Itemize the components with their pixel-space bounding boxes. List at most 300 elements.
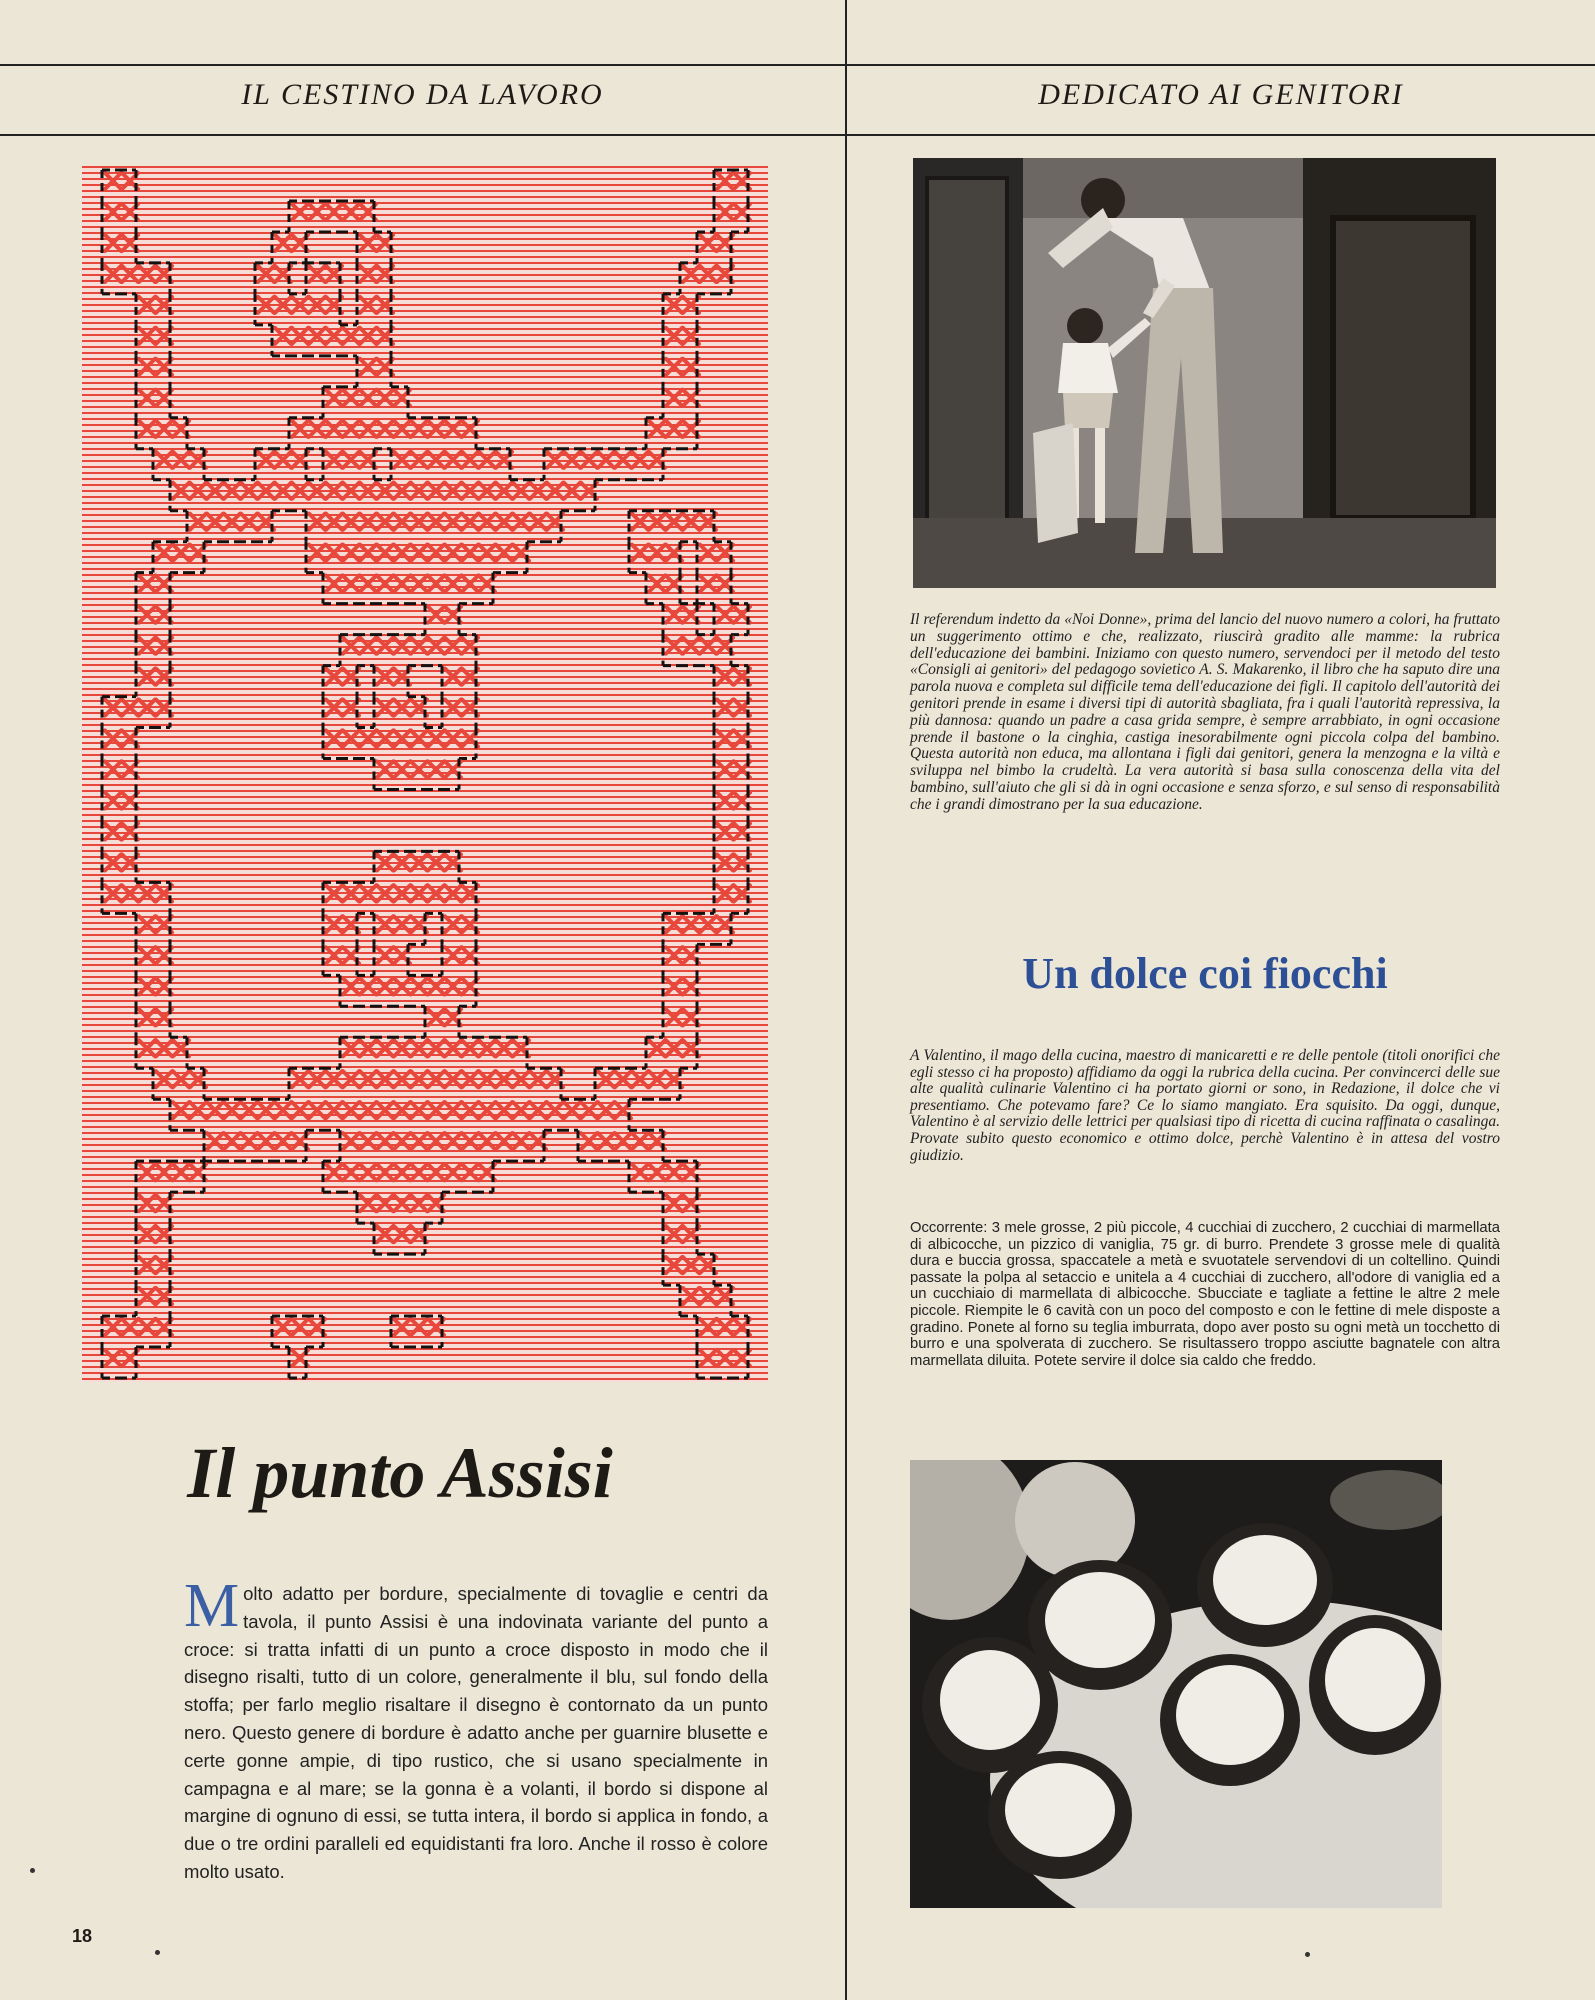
cross-stitch bbox=[156, 421, 172, 437]
cross-stitch bbox=[204, 480, 223, 499]
cross-stitch bbox=[374, 978, 393, 1006]
cross-stitch bbox=[119, 1316, 138, 1335]
cross-stitch bbox=[459, 882, 478, 913]
cross-stitch bbox=[340, 635, 359, 666]
cross-stitch bbox=[683, 975, 699, 1006]
cross-stitch bbox=[255, 294, 274, 325]
cross-stitch bbox=[408, 762, 427, 790]
cross-stitch bbox=[156, 294, 172, 325]
cross-stitch bbox=[255, 511, 274, 542]
cross-stitch bbox=[360, 390, 376, 406]
cross-stitch bbox=[561, 1099, 580, 1130]
cross-stitch bbox=[428, 514, 444, 530]
cross-stitch bbox=[697, 232, 716, 263]
cross-stitch bbox=[411, 1133, 427, 1149]
cross-stitch bbox=[425, 1006, 444, 1037]
cross-stitch bbox=[734, 820, 750, 851]
cross-stitch bbox=[697, 1316, 716, 1347]
cross-stitch bbox=[323, 1102, 342, 1130]
cross-stitch bbox=[680, 638, 699, 666]
cross-stitch bbox=[394, 1071, 410, 1087]
cross-stitch bbox=[156, 604, 172, 635]
cross-stitch bbox=[394, 731, 410, 747]
cross-stitch bbox=[377, 263, 393, 294]
cross-stitch bbox=[408, 851, 427, 870]
cross-stitch bbox=[323, 666, 342, 697]
cross-stitch bbox=[476, 1037, 495, 1056]
cross-stitch bbox=[683, 325, 699, 356]
cross-stitch bbox=[156, 573, 172, 604]
father-child-photo bbox=[913, 158, 1496, 588]
cross-stitch bbox=[306, 201, 325, 232]
cross-stitch bbox=[221, 514, 240, 542]
cross-stitch bbox=[187, 1068, 206, 1099]
cross-stitch bbox=[445, 514, 461, 530]
cross-stitch bbox=[289, 1130, 308, 1161]
cross-stitch bbox=[153, 1161, 172, 1180]
cross-stitch bbox=[513, 1102, 529, 1118]
cross-stitch bbox=[377, 1102, 393, 1118]
cross-stitch bbox=[343, 944, 359, 975]
cross-stitch bbox=[153, 882, 172, 913]
cross-stitch bbox=[374, 697, 393, 728]
cross-stitch bbox=[731, 666, 750, 697]
cross-stitch bbox=[391, 635, 410, 654]
cross-stitch bbox=[428, 1040, 444, 1056]
cross-stitch bbox=[408, 697, 427, 728]
cross-stitch bbox=[170, 1161, 189, 1192]
cross-stitch bbox=[663, 1192, 682, 1223]
cross-stitch bbox=[190, 483, 206, 499]
cross-stitch bbox=[493, 545, 512, 573]
cross-stitch bbox=[136, 356, 155, 387]
cross-stitch bbox=[238, 480, 257, 499]
cross-stitch bbox=[663, 1223, 682, 1254]
cross-stitch bbox=[578, 449, 597, 468]
cross-stitch bbox=[221, 1133, 240, 1161]
cross-stitch bbox=[734, 789, 750, 820]
cross-stitch bbox=[394, 666, 410, 697]
cross-stitch-motif bbox=[82, 166, 768, 1382]
cross-stitch bbox=[425, 1316, 444, 1347]
cross-stitch bbox=[646, 1130, 665, 1161]
cross-stitch bbox=[221, 1099, 240, 1118]
cross-stitch bbox=[102, 170, 121, 201]
cross-stitch bbox=[326, 294, 342, 325]
cross-stitch bbox=[479, 514, 495, 530]
cross-stitch bbox=[442, 1164, 461, 1192]
cross-stitch bbox=[374, 635, 393, 654]
cross-stitch bbox=[374, 421, 393, 449]
cross-stitch bbox=[513, 514, 529, 530]
cross-stitch bbox=[119, 697, 138, 716]
cross-stitch bbox=[459, 1164, 478, 1192]
cross-stitch bbox=[136, 666, 155, 697]
cross-stitch bbox=[629, 511, 648, 542]
cross-stitch bbox=[343, 666, 359, 697]
cross-stitch bbox=[561, 483, 580, 511]
cross-stitch bbox=[411, 514, 427, 530]
cross-stitch bbox=[377, 294, 393, 325]
cross-stitch bbox=[340, 1037, 359, 1068]
cross-stitch bbox=[496, 483, 512, 499]
cross-stitch bbox=[238, 1099, 257, 1118]
cross-stitch bbox=[170, 1099, 189, 1130]
cross-stitch bbox=[156, 666, 172, 697]
cross-stitch bbox=[459, 728, 478, 759]
cross-stitch bbox=[680, 1285, 699, 1316]
cross-stitch bbox=[459, 1037, 478, 1056]
cross-stitch bbox=[408, 913, 427, 944]
cross-stitch bbox=[598, 1102, 614, 1118]
cross-stitch bbox=[513, 1071, 529, 1087]
cross-stitch bbox=[479, 1102, 495, 1118]
cross-stitch bbox=[102, 1316, 121, 1347]
cross-stitch bbox=[289, 1347, 308, 1378]
assisi-body-text: olto adatto per bordure, specialmente di tovaglie e centri da tavola, il punto Assisi è una indovinata variante del punto a croce: si tratta infatti di un punto a croce disposto in modo che il disegno risalti, tutto di un colore, generalmente il blu, sul fondo della stoffa; per farlo meglio risaltare il disegno è contornato da un punto nero. Questo genere di bordure è adatto anche per guarnire blusette e certe gonne ampie, di tipo rustico, che si usano specialmente in campagna e al mare; se la gonna è a volanti, il bordo si dispone al margine di ognuno di essi, se tutta intera, il bordo si applica in fondo, a due o tre ordini paralleli ed equidistanti fra loro. Anche il rosso è colore molto usato. bbox=[184, 1583, 768, 1882]
cross-stitch bbox=[156, 1192, 172, 1223]
cross-stitch bbox=[360, 1102, 376, 1118]
cross-stitch bbox=[136, 913, 155, 944]
cross-stitch bbox=[187, 1161, 206, 1192]
cross-stitch bbox=[306, 328, 325, 356]
cross-stitch bbox=[666, 1040, 682, 1056]
cross-stitch bbox=[343, 483, 359, 499]
cross-stitch bbox=[683, 356, 699, 387]
cross-stitch bbox=[173, 1071, 189, 1087]
cross-stitch bbox=[340, 882, 359, 901]
cross-stitch bbox=[663, 1068, 682, 1099]
cross-stitch bbox=[136, 882, 155, 901]
cross-stitch bbox=[136, 975, 155, 1006]
cross-stitch bbox=[255, 1099, 274, 1118]
cross-stitch bbox=[731, 882, 750, 913]
cross-stitch bbox=[391, 387, 410, 418]
cross-stitch bbox=[612, 449, 631, 480]
left-section-header: IL CESTINO DA LAVORO bbox=[241, 78, 604, 111]
cross-stitch bbox=[425, 975, 444, 994]
cross-stitch bbox=[717, 232, 733, 263]
cross-stitch bbox=[717, 1319, 733, 1335]
cross-stitch bbox=[102, 201, 121, 232]
cross-stitch bbox=[663, 604, 682, 635]
dolce-recipe: Occorrente: 3 mele grosse, 2 più piccole, 4 cucchiai di zucchero, 2 cucchiai di marmellata di albicocche, un pizzico di vaniglia, 75 gr. di burro. Prendete 3 grosse mele di qualità dura e buccia grossa, spaccatele a metà e svuotatele servendovi di un coltellino. Quindi passate la polpa al setaccio e unitela a 4 cucchiai di zucchero, all'odore di vaniglia ed a un cucchiaio di marmellata di albicocche. Sbucciate e tagliate a fettine le altre 2 mele piccole. Riempite le 6 cavità con un poco del composto e con le fettine di mele disposte a gradino. Ponete al forno su teglia imburrata, dopo aver posto su ogni metà un tocchetto di burro e una spolverata di zucchero. Se risultassero troppo asciutte bagnatele con altra marmellata diluita. Potete servire il dolce sia caldo che freddo. bbox=[910, 1220, 1500, 1369]
cross-stitch bbox=[408, 975, 427, 1006]
cross-stitch bbox=[544, 449, 563, 480]
cross-stitch bbox=[360, 1071, 376, 1087]
cross-stitch bbox=[496, 514, 512, 530]
cross-stitch bbox=[697, 266, 716, 294]
cross-stitch bbox=[360, 545, 376, 561]
cross-stitch bbox=[666, 542, 682, 573]
cross-stitch bbox=[306, 511, 325, 542]
cross-stitch bbox=[374, 1037, 393, 1056]
cross-stitch bbox=[394, 944, 410, 975]
cross-stitch bbox=[646, 1071, 665, 1099]
cross-stitch bbox=[561, 449, 580, 468]
cross-stitch bbox=[663, 944, 682, 975]
cross-stitch bbox=[663, 635, 682, 666]
cross-stitch bbox=[394, 916, 410, 932]
cross-stitch bbox=[445, 885, 461, 901]
cross-stitch bbox=[394, 885, 410, 901]
cross-stitch bbox=[445, 731, 461, 747]
top-rule bbox=[0, 64, 1595, 66]
cross-stitch bbox=[714, 913, 733, 944]
cross-stitch bbox=[136, 263, 155, 282]
cross-stitch bbox=[479, 483, 495, 499]
cross-stitch bbox=[340, 1164, 359, 1192]
cross-stitch bbox=[459, 975, 478, 1006]
cross-stitch bbox=[136, 1223, 155, 1254]
cross-stitch bbox=[323, 882, 342, 913]
cross-stitch bbox=[122, 232, 138, 263]
cross-stitch bbox=[156, 944, 172, 975]
cross-stitch bbox=[547, 483, 563, 499]
cross-stitch bbox=[697, 1347, 716, 1378]
cross-stitch bbox=[306, 418, 325, 449]
cross-stitch bbox=[136, 573, 155, 604]
cross-stitch bbox=[493, 449, 512, 480]
cross-stitch bbox=[493, 1037, 512, 1056]
cross-stitch bbox=[680, 1037, 699, 1068]
cross-stitch bbox=[714, 728, 733, 759]
cross-stitch bbox=[646, 1037, 665, 1068]
cross-stitch bbox=[731, 1316, 750, 1347]
cross-stitch bbox=[323, 1068, 342, 1087]
cross-stitch bbox=[629, 1068, 648, 1099]
cross-stitch bbox=[527, 1130, 546, 1161]
cross-stitch bbox=[323, 263, 342, 294]
cross-stitch bbox=[462, 1102, 478, 1118]
cross-stitch bbox=[326, 483, 342, 499]
cross-stitch bbox=[510, 542, 529, 573]
cross-stitch bbox=[663, 1161, 682, 1180]
cross-stitch bbox=[391, 978, 410, 1006]
cross-stitch bbox=[394, 700, 410, 716]
cross-stitch bbox=[377, 325, 393, 356]
cross-stitch bbox=[428, 483, 444, 499]
cross-stitch bbox=[462, 452, 478, 468]
cross-stitch bbox=[445, 1006, 461, 1037]
cross-stitch bbox=[377, 1164, 393, 1180]
cross-stitch bbox=[544, 1102, 563, 1130]
cross-stitch bbox=[204, 1130, 223, 1161]
cross-stitch bbox=[697, 511, 716, 542]
dolce-intro: A Valentino, il mago della cucina, maestro di manicaretti e re delle pentole (titoli onorifici che egli stesso ci ha proposto) affidiamo da oggi la rubrica della cucina. Per convincerci delle sue alte qualità culinarie Valentino ci ha portato giorni or sono, in Redazione, il dolce che vi presentiamo. Che potevamo fare? Ce lo siamo mangiato. Era squisito. Da oggi, dunque, Valentino è al servizio delle lettrici per qualsiasi tipo di ricetta di cucina raffinata o casalinga. Provate subito questo economico e ottimo dolce, perchè Valentino è in attesa del vostro giudizio. bbox=[910, 1047, 1500, 1164]
cross-stitch bbox=[683, 387, 699, 418]
cross-stitch bbox=[136, 1285, 155, 1316]
cross-stitch bbox=[357, 635, 376, 666]
cross-stitch bbox=[360, 514, 376, 530]
cross-stitch bbox=[629, 1161, 648, 1192]
assisi-embroidery-pattern bbox=[82, 166, 768, 1382]
cross-stitch bbox=[731, 201, 750, 232]
cross-stitch bbox=[394, 1102, 410, 1118]
cross-stitch bbox=[683, 1223, 699, 1254]
cross-stitch bbox=[731, 1347, 750, 1378]
cross-stitch bbox=[170, 418, 189, 449]
cross-stitch bbox=[734, 697, 750, 728]
cross-stitch bbox=[425, 851, 444, 870]
baked-apples-photo bbox=[910, 1460, 1442, 1908]
cross-stitch bbox=[119, 1347, 138, 1378]
cross-stitch bbox=[428, 1164, 444, 1180]
cross-stitch bbox=[340, 325, 359, 356]
cross-stitch bbox=[680, 913, 699, 932]
cross-stitch bbox=[442, 851, 461, 882]
cross-stitch bbox=[462, 1133, 478, 1149]
cross-stitch bbox=[663, 325, 682, 356]
cross-stitch bbox=[663, 356, 682, 387]
cross-stitch bbox=[357, 882, 376, 913]
cross-stitch bbox=[136, 1192, 155, 1223]
cross-stitch bbox=[238, 1133, 257, 1161]
cross-stitch bbox=[102, 882, 121, 913]
cross-stitch bbox=[391, 449, 410, 480]
cross-stitch bbox=[377, 545, 393, 561]
cross-stitch bbox=[530, 1102, 546, 1118]
cross-stitch bbox=[428, 545, 444, 561]
cross-stitch bbox=[714, 697, 733, 728]
cross-stitch bbox=[445, 638, 461, 654]
cross-stitch bbox=[323, 387, 342, 418]
cross-stitch bbox=[306, 1316, 325, 1347]
cross-stitch bbox=[442, 759, 461, 790]
cross-stitch bbox=[680, 1161, 699, 1192]
cross-stitch bbox=[340, 201, 359, 232]
cross-stitch bbox=[360, 328, 376, 344]
cross-stitch bbox=[683, 294, 699, 325]
cross-stitch bbox=[136, 944, 155, 975]
cross-stitch bbox=[360, 483, 376, 499]
assisi-article-title: Il punto Assisi bbox=[187, 1433, 613, 1513]
cross-stitch bbox=[646, 573, 665, 604]
cross-stitch bbox=[629, 449, 648, 480]
cross-stitch bbox=[136, 387, 155, 418]
cross-stitch bbox=[136, 604, 155, 635]
cross-stitch bbox=[360, 449, 376, 480]
cross-stitch bbox=[306, 1102, 325, 1130]
cross-stitch bbox=[136, 635, 155, 666]
cross-stitch bbox=[289, 232, 308, 263]
cross-stitch bbox=[663, 511, 682, 530]
cross-stitch bbox=[394, 1164, 410, 1180]
cross-stitch bbox=[323, 944, 342, 975]
cross-stitch bbox=[411, 1102, 427, 1118]
cross-stitch bbox=[357, 356, 376, 387]
cross-stitch bbox=[374, 576, 393, 604]
cross-stitch bbox=[156, 325, 172, 356]
right-section-header: DEDICATO AI GENITORI bbox=[1038, 78, 1404, 111]
cross-stitch bbox=[428, 1071, 444, 1087]
cross-stitch bbox=[428, 452, 444, 468]
cross-stitch bbox=[136, 325, 155, 356]
cross-stitch bbox=[156, 913, 172, 944]
cross-stitch bbox=[442, 697, 461, 728]
cross-stitch bbox=[479, 545, 495, 561]
cross-stitch bbox=[462, 944, 478, 975]
cross-stitch bbox=[156, 1006, 172, 1037]
cross-stitch bbox=[156, 1254, 172, 1285]
cross-stitch bbox=[343, 697, 359, 728]
cross-stitch bbox=[323, 1161, 342, 1192]
cross-stitch bbox=[595, 449, 614, 480]
cross-stitch bbox=[136, 1161, 155, 1192]
cross-stitch bbox=[445, 483, 461, 499]
cross-stitch bbox=[360, 1133, 376, 1149]
cross-stitch bbox=[323, 449, 342, 480]
cross-stitch bbox=[731, 604, 750, 635]
cross-stitch bbox=[462, 1071, 478, 1087]
cross-stitch bbox=[445, 1133, 461, 1149]
cross-stitch bbox=[156, 975, 172, 1006]
cross-stitch bbox=[326, 421, 342, 437]
cross-stitch bbox=[170, 1037, 189, 1068]
cross-stitch bbox=[527, 480, 546, 499]
cross-stitch bbox=[357, 294, 376, 325]
cross-stitch bbox=[323, 201, 342, 232]
cross-stitch bbox=[272, 483, 291, 511]
cross-stitch bbox=[323, 573, 342, 604]
cross-stitch bbox=[102, 232, 121, 263]
cross-stitch bbox=[683, 1006, 699, 1037]
assisi-article-body bbox=[184, 1572, 768, 1886]
cross-stitch bbox=[391, 1037, 410, 1056]
cross-stitch bbox=[544, 1068, 563, 1099]
cross-stitch bbox=[153, 1316, 172, 1347]
cross-stitch bbox=[680, 418, 699, 449]
cross-stitch bbox=[595, 1133, 614, 1161]
cross-stitch bbox=[156, 356, 172, 387]
cross-stitch bbox=[714, 201, 733, 232]
cross-stitch bbox=[136, 294, 155, 325]
cross-stitch bbox=[360, 421, 376, 437]
cross-stitch bbox=[510, 1133, 529, 1161]
cross-stitch bbox=[445, 1040, 461, 1056]
cross-stitch bbox=[136, 1037, 155, 1068]
cross-stitch bbox=[476, 573, 495, 604]
cross-stitch bbox=[649, 545, 665, 561]
cross-stitch bbox=[714, 542, 733, 573]
cross-stitch bbox=[377, 1133, 393, 1149]
cross-stitch bbox=[476, 449, 495, 468]
cross-stitch bbox=[663, 387, 682, 418]
parenting-caption: Il referendum indetto da «Noi Donne», prima del lancio del nuovo numero a colori, ha fruttato un suggerimento ottimo e che, realizzato, riuscirà gradito alle mamme: la rubrica dell'educazione dei bambini. Iniziamo con questo numero, servendoci per il metodo del testo «Consigli ai genitori» del pedagogo sovietico A. S. Makarenko, il libro che ha saputo dire una parola nuova e completa sul difficile tema dell'educazione dei figli. Il capitolo dell'autorità dei genitori prende in esame i diversi tipi di autorità sbagliata, fra i quali l'autorità repressiva, la più dannosa: quando un padre a casa grida sempre, è sempre arrabbiato, in ogni occasione prende il bastone o la cinghia, castiga inesorabilmente ogni piccola colpa del bambino. Questa autorità non educa, ma allontana i figli dai genitori, genera la menzogna e la viltà e sviluppa nel bimbo la crudeltà. La vera autorità si basa sulla conoscenza della vita del bambino, sull'aiuto che gli si dà in ogni occasione e senza sforzo, e sul senso di responsabilità che i grandi dimostrano per la sua educazione. bbox=[910, 611, 1500, 813]
cross-stitch bbox=[442, 666, 461, 697]
cross-stitch bbox=[323, 328, 342, 356]
cross-stitch bbox=[357, 201, 376, 232]
cross-stitch bbox=[360, 1164, 376, 1180]
cross-stitch bbox=[714, 604, 733, 635]
cross-stitch bbox=[377, 390, 393, 406]
cross-stitch bbox=[136, 418, 155, 449]
cross-stitch bbox=[102, 759, 121, 790]
cross-stitch bbox=[170, 542, 189, 573]
cross-stitch bbox=[479, 1071, 495, 1087]
cross-stitch bbox=[510, 480, 529, 499]
cross-stitch bbox=[153, 263, 172, 294]
cross-stitch bbox=[734, 759, 750, 790]
cross-stitch bbox=[459, 635, 478, 666]
cross-stitch bbox=[479, 1133, 495, 1149]
cross-stitch bbox=[136, 1006, 155, 1037]
cross-stitch bbox=[391, 1316, 410, 1347]
cross-stitch bbox=[663, 421, 682, 449]
cross-stitch bbox=[425, 604, 444, 635]
cross-stitch bbox=[122, 820, 138, 851]
cross-stitch bbox=[612, 1133, 631, 1161]
